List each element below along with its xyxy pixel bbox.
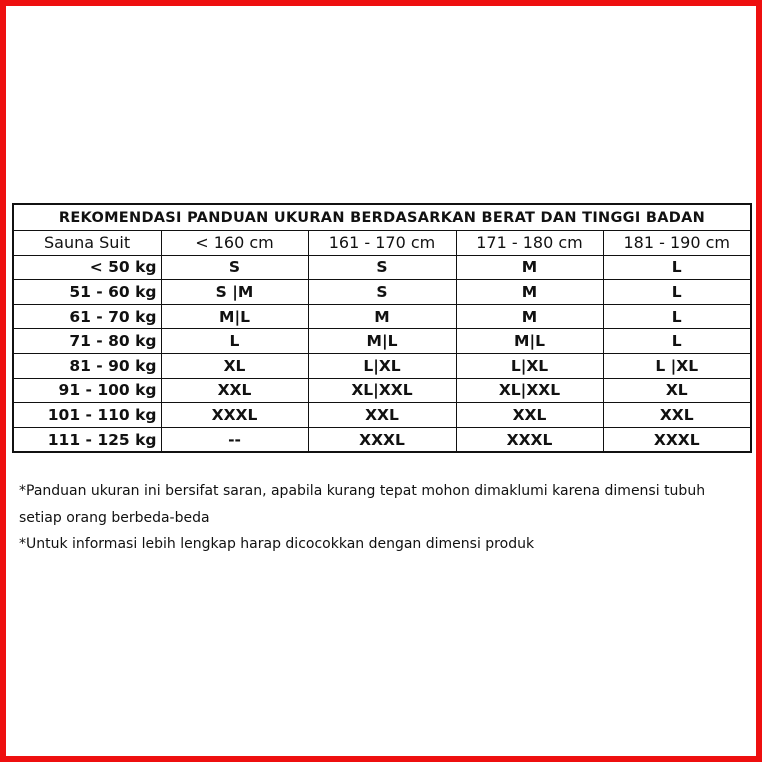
size-cell: XXL	[603, 403, 751, 428]
table-row	[13, 353, 751, 378]
size-cell: S |M	[161, 280, 308, 305]
height-column-header: 161 - 170 cm	[308, 231, 456, 256]
height-column-header: 181 - 190 cm	[603, 231, 751, 256]
weight-label: 91 - 100 kg	[13, 378, 161, 403]
weight-label: 101 - 110 kg	[13, 403, 161, 428]
size-cell: XXXL	[456, 427, 603, 452]
size-cell: XL|XXL	[308, 378, 456, 403]
size-cell: L	[603, 329, 751, 354]
size-cell: XXL	[456, 403, 603, 428]
table-row	[13, 378, 751, 403]
size-guide-table	[12, 203, 752, 453]
weight-label: 71 - 80 kg	[13, 329, 161, 354]
size-cell: XL	[161, 353, 308, 378]
height-column-header: 171 - 180 cm	[456, 231, 603, 256]
size-cell: M	[456, 280, 603, 305]
size-cell: M	[456, 304, 603, 329]
notes-block	[19, 478, 749, 558]
size-cell: XL	[603, 378, 751, 403]
size-cell: M|L	[161, 304, 308, 329]
size-cell: M|L	[456, 329, 603, 354]
size-cell: L	[603, 304, 751, 329]
size-cell: L	[603, 280, 751, 305]
size-cell: XXXL	[603, 427, 751, 452]
size-cell: L	[161, 329, 308, 354]
table-title: REKOMENDASI PANDUAN UKURAN BERDASARKAN BERAT DAN TINGGI BADAN	[13, 204, 751, 231]
weight-label: 51 - 60 kg	[13, 280, 161, 305]
size-cell: S	[308, 280, 456, 305]
corner-label: Sauna Suit	[13, 231, 161, 256]
size-cell: M	[456, 255, 603, 280]
size-cell: S	[161, 255, 308, 280]
size-cell: XXXL	[308, 427, 456, 452]
note-product-dimension: *Untuk informasi lebih lengkap harap dicocokkan dengan dimensi produk	[19, 536, 535, 552]
weight-label: 61 - 70 kg	[13, 304, 161, 329]
table-row	[13, 427, 751, 452]
weight-label: 81 - 90 kg	[13, 353, 161, 378]
note-size-advice: *Panduan ukuran ini bersifat saran, apabila kurang tepat mohon dimaklumi karena dimensi tubuh setiap orang berbeda-beda	[19, 483, 706, 526]
size-cell: XXXL	[161, 403, 308, 428]
size-cell: L |XL	[603, 353, 751, 378]
weight-label: 111 - 125 kg	[13, 427, 161, 452]
size-cell: L|XL	[456, 353, 603, 378]
size-cell: XL|XXL	[456, 378, 603, 403]
table-row	[13, 280, 751, 305]
header-row	[13, 231, 751, 256]
size-cell: S	[308, 255, 456, 280]
size-cell: L	[603, 255, 751, 280]
table-row	[13, 304, 751, 329]
size-cell: L|XL	[308, 353, 456, 378]
size-cell: XXL	[161, 378, 308, 403]
table-row	[13, 255, 751, 280]
table-row	[13, 403, 751, 428]
table-row	[13, 329, 751, 354]
size-cell: XXL	[308, 403, 456, 428]
size-cell: M|L	[308, 329, 456, 354]
size-cell: M	[308, 304, 456, 329]
height-column-header: < 160 cm	[161, 231, 308, 256]
weight-label: < 50 kg	[13, 255, 161, 280]
size-cell: --	[161, 427, 308, 452]
